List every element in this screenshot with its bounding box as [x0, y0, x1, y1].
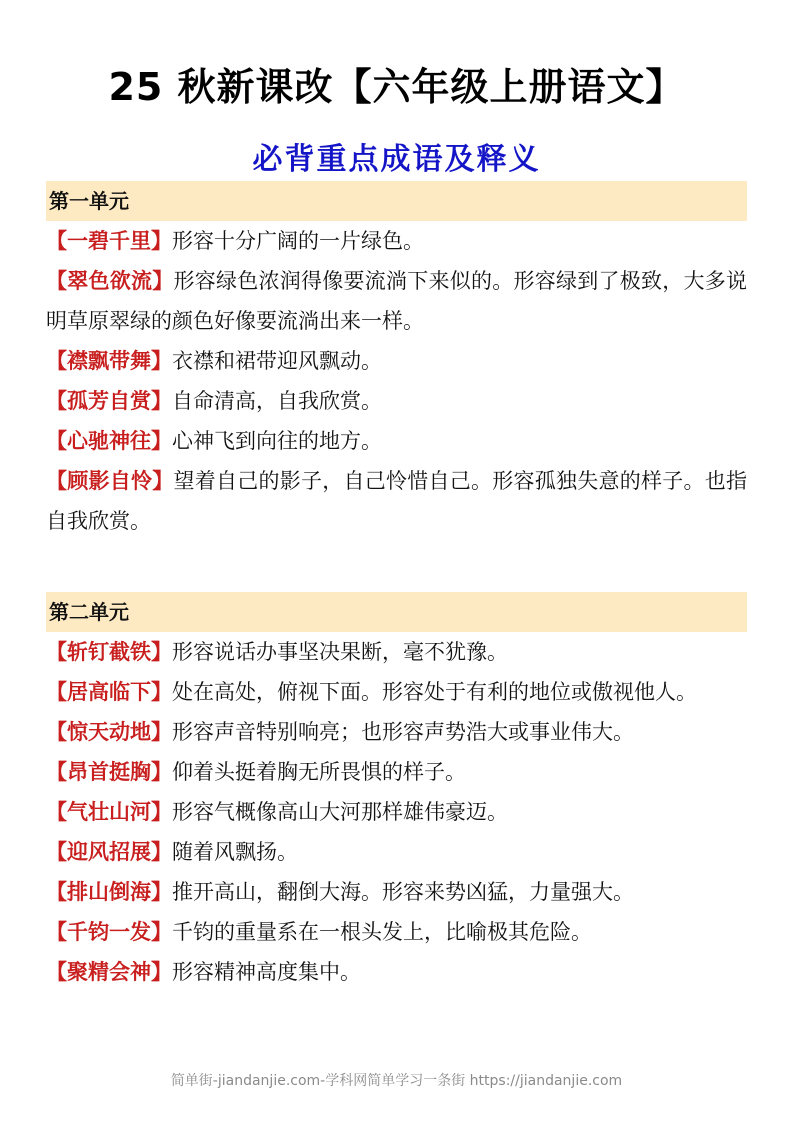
idiom-definition: 形容十分广阔的一片绿色。 [172, 229, 424, 253]
page-title: 25 秋新课改【六年级上册语文】 [108, 65, 685, 109]
idiom-entry [46, 832, 747, 872]
idiom-entry [46, 261, 747, 341]
idiom-entry [46, 461, 747, 541]
idiom-definition: 随着风飘扬。 [172, 840, 298, 864]
idiom-term: 【孤芳自赏】 [46, 389, 172, 413]
idiom-definition: 处在高处，俯视下面。形容处于有利的地位或傲视他人。 [172, 680, 697, 704]
idiom-definition: 心神飞到向往的地方。 [172, 429, 382, 453]
idiom-term: 【居高临下】 [46, 680, 172, 704]
idiom-term: 【千钧一发】 [46, 920, 172, 944]
unit-heading: 第二单元 [46, 592, 747, 632]
idiom-entry [46, 672, 747, 712]
page-subtitle: 必背重点成语及释义 [252, 142, 541, 177]
idiom-entry [46, 221, 747, 261]
page-footer: 简单街-jiandanjie.com-学科网简单学习一条街 https://jiandanjie.com [170, 1073, 623, 1089]
idiom-term: 【一碧千里】 [46, 229, 172, 253]
idiom-definition: 形容说话办事坚决果断，毫不犹豫。 [172, 640, 508, 664]
idiom-definition: 形容气概像高山大河那样雄伟豪迈。 [172, 800, 508, 824]
idiom-entry [46, 632, 747, 672]
idiom-definition: 千钧的重量系在一根头发上，比喻极其危险。 [172, 920, 592, 944]
idiom-term: 【气壮山河】 [46, 800, 172, 824]
idiom-term: 【排山倒海】 [46, 880, 172, 904]
idiom-definition: 推开高山，翻倒大海。形容来势凶猛，力量强大。 [172, 880, 634, 904]
idiom-entry [46, 381, 747, 421]
idiom-entry [46, 872, 747, 912]
idiom-definition: 仰着头挺着胸无所畏惧的样子。 [172, 760, 466, 784]
idiom-term: 【心驰神往】 [46, 429, 172, 453]
idiom-term: 【翠色欲流】 [46, 269, 174, 293]
unit-heading: 第一单元 [46, 181, 747, 221]
idiom-definition: 形容绿色浓润得像要流淌下来似的。形容绿到了极致，大多说明草原翠绿的颜色好像要流淌出来一样。 [46, 269, 747, 333]
idiom-definition: 形容声音特别响亮；也形容声势浩大或事业伟大。 [172, 720, 634, 744]
idiom-entry [46, 792, 747, 832]
idiom-list [46, 181, 747, 992]
idiom-entry [46, 421, 747, 461]
idiom-entry [46, 712, 747, 752]
idiom-entry [46, 952, 747, 992]
idiom-entry [46, 752, 747, 792]
idiom-definition: 自命清高，自我欣赏。 [172, 389, 382, 413]
idiom-term: 【惊天动地】 [46, 720, 172, 744]
idiom-definition: 衣襟和裙带迎风飘动。 [172, 349, 382, 373]
idiom-term: 【昂首挺胸】 [46, 760, 172, 784]
idiom-term: 【襟飘带舞】 [46, 349, 172, 373]
idiom-term: 【顾影自怜】 [46, 469, 174, 493]
idiom-definition: 形容精神高度集中。 [172, 960, 361, 984]
idiom-entry [46, 341, 747, 381]
idiom-entry [46, 912, 747, 952]
idiom-term: 【斩钉截铁】 [46, 640, 172, 664]
idiom-term: 【迎风招展】 [46, 840, 172, 864]
idiom-term: 【聚精会神】 [46, 960, 172, 984]
unit-spacer [46, 541, 747, 592]
idiom-definition: 望着自己的影子，自己怜惜自己。形容孤独失意的样子。也指自我欣赏。 [46, 469, 747, 533]
